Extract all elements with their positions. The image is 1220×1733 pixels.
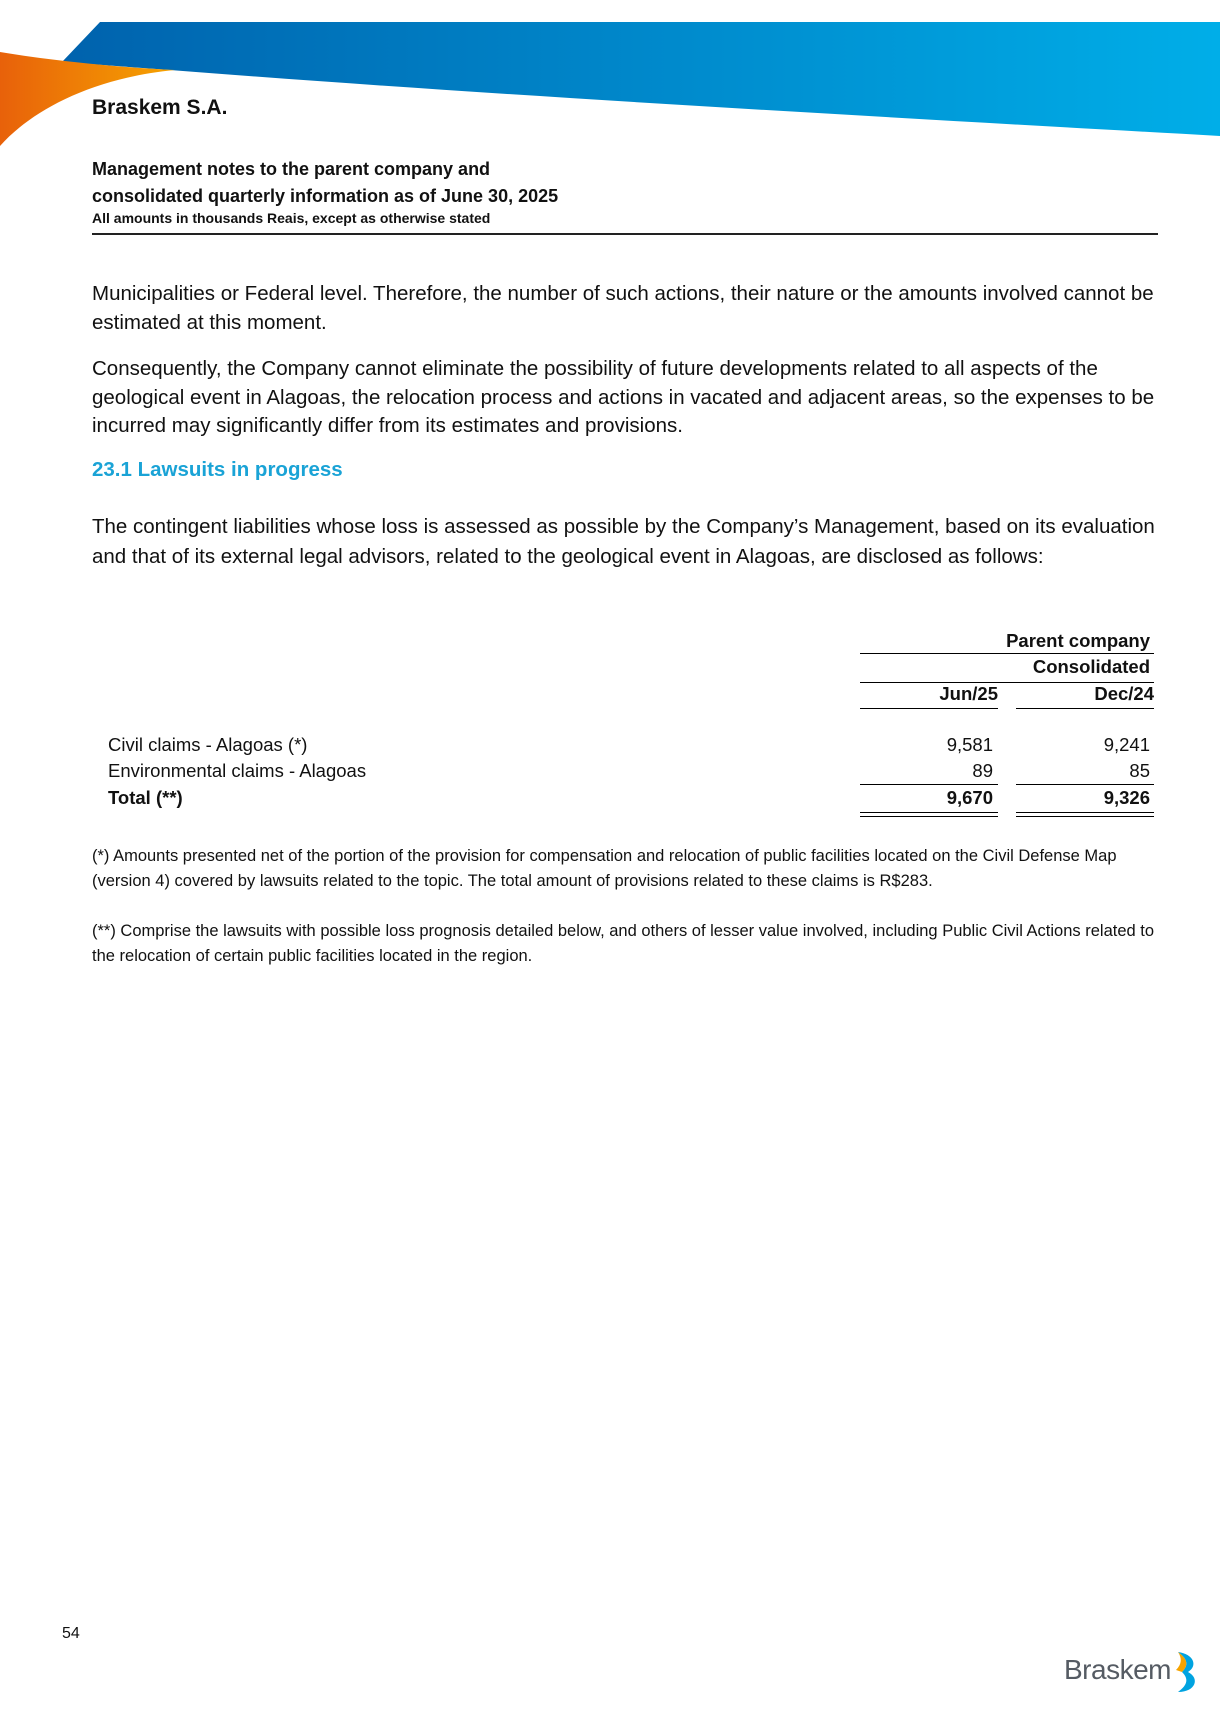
total-label: Total (**) bbox=[108, 787, 183, 808]
footnote-2: (**) Comprise the lawsuits with possible loss prognosis detailed below, and others of lesser value involved, including Public Civil Actions related to the relocation of certain public facilities located in the region. bbox=[92, 922, 1155, 965]
row-value: 85 bbox=[1129, 760, 1150, 781]
total-value: 9,670 bbox=[946, 787, 993, 808]
table-rule bbox=[860, 653, 1154, 654]
paragraph-2: Consequently, the Company cannot eliminate the possibility of future developments related to all aspects of the geological event in Alagoas, the relocation process and actions in vacated and adjacent areas, so the expenses to be incurred may significantly differ from its estimates and provisions. bbox=[92, 357, 1155, 437]
paragraph-1: Municipalities or Federal level. Therefore, the number of such actions, their nature or the amounts involved cannot be estimated at this moment. bbox=[92, 282, 1154, 334]
company-name: Braskem S.A. bbox=[92, 96, 228, 119]
report-title-line-2: consolidated quarterly information as of June 30, 2025 bbox=[92, 186, 559, 206]
total-value: 9,326 bbox=[1103, 787, 1150, 808]
table-double-rule bbox=[860, 812, 998, 817]
row-value: 89 bbox=[972, 760, 993, 781]
header-consolidated: Consolidated bbox=[1032, 656, 1150, 677]
braskem-logo-text: Braskem bbox=[1064, 1654, 1171, 1685]
report-title bbox=[92, 156, 558, 210]
table-rule bbox=[860, 708, 998, 709]
header-divider bbox=[92, 233, 1158, 235]
table-double-rule bbox=[1016, 812, 1154, 817]
table-rule bbox=[1016, 784, 1154, 785]
column-header-dec24: Dec/24 bbox=[1094, 683, 1154, 704]
row-label: Civil claims - Alagoas (*) bbox=[108, 734, 308, 755]
row-value: 9,581 bbox=[946, 734, 993, 755]
table-rule bbox=[860, 784, 998, 785]
header-parent-company: Parent company bbox=[1006, 630, 1150, 651]
report-title-line-1: Management notes to the parent company and bbox=[92, 159, 491, 179]
column-header-jun25: Jun/25 bbox=[939, 683, 998, 704]
page-number: 54 bbox=[62, 1625, 80, 1642]
table-rule bbox=[1016, 708, 1154, 709]
section-title: 23.1 Lawsuits in progress bbox=[92, 458, 343, 481]
footnote-1: (*) Amounts presented net of the portion of the provision for compensation and relocation of public facilities located on the Civil Defense Map (version 4) covered by lawsuits related to the topic. The total amount of provisions related to these claims is R$283. bbox=[92, 847, 1117, 890]
braskem-logo-icon bbox=[1062, 1648, 1202, 1694]
report-subtitle: All amounts in thousands Reais, except as otherwise stated bbox=[92, 210, 491, 226]
row-label: Environmental claims - Alagoas bbox=[108, 760, 367, 781]
row-value: 9,241 bbox=[1103, 734, 1150, 755]
header-banner bbox=[0, 0, 1220, 150]
paragraph-3: The contingent liabilities whose loss is assessed as possible by the Company’s Management, based on its evaluation and that of its external legal advisors, related to the geological event in Alagoas, are disclosed as follows: bbox=[92, 515, 1155, 568]
